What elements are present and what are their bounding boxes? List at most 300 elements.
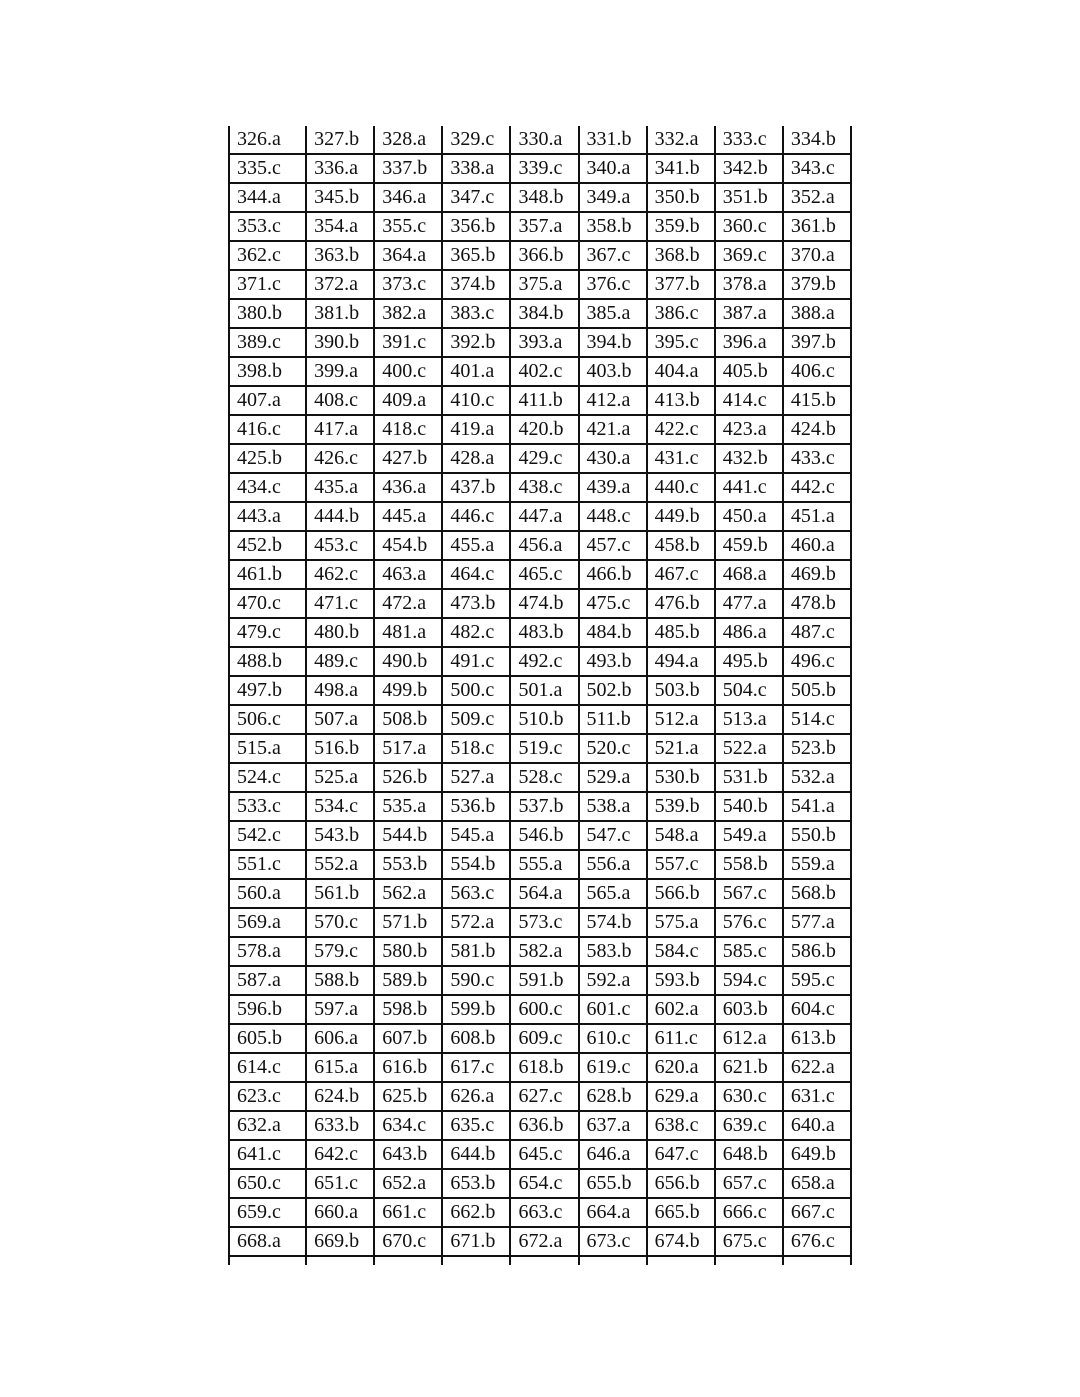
answer-cell: 396.a [715, 328, 783, 357]
answer-cell: 540.b [715, 792, 783, 821]
table-row [229, 908, 851, 937]
answer-cell: 377.b [647, 270, 715, 299]
answer-cell: 542.c [229, 821, 306, 850]
answer-cell: 490.b [374, 647, 442, 676]
answer-cell: 523.b [783, 734, 851, 763]
answer-cell: 333.c [715, 126, 783, 154]
answer-cell: 582.a [510, 937, 578, 966]
answer-cell: 533.c [229, 792, 306, 821]
answer-cell: 356.b [442, 212, 510, 241]
answer-cell: 415.b [783, 386, 851, 415]
answer-cell: 614.c [229, 1053, 306, 1082]
answer-cell: 382.a [374, 299, 442, 328]
table-row [229, 647, 851, 676]
answer-cell: 596.b [229, 995, 306, 1024]
answer-cell: 392.b [442, 328, 510, 357]
answer-cell: 425.b [229, 444, 306, 473]
answer-cell: 564.a [510, 879, 578, 908]
answer-cell: 568.b [783, 879, 851, 908]
answer-cell: 623.c [229, 1082, 306, 1111]
answer-cell: 635.c [442, 1111, 510, 1140]
answer-cell: 369.c [715, 241, 783, 270]
answer-cell: 389.c [229, 328, 306, 357]
answer-cell: 532.a [783, 763, 851, 792]
answer-cell: 483.b [510, 618, 578, 647]
answer-cell: 340.a [579, 154, 647, 183]
answer-cell: 349.a [579, 183, 647, 212]
answer-cell: 577.a [783, 908, 851, 937]
answer-cell: 457.c [579, 531, 647, 560]
empty-cell [579, 1256, 647, 1265]
answer-cell: 505.b [783, 676, 851, 705]
answer-cell: 383.c [442, 299, 510, 328]
table-row [229, 357, 851, 386]
answer-cell: 459.b [715, 531, 783, 560]
answer-cell: 400.c [374, 357, 442, 386]
answer-cell: 343.c [783, 154, 851, 183]
answer-cell: 454.b [374, 531, 442, 560]
answer-cell: 489.c [306, 647, 374, 676]
answer-cell: 374.b [442, 270, 510, 299]
answer-cell: 606.a [306, 1024, 374, 1053]
answer-cell: 338.a [442, 154, 510, 183]
answer-cell: 395.c [647, 328, 715, 357]
table-row [229, 1024, 851, 1053]
answer-cell: 391.c [374, 328, 442, 357]
answer-cell: 328.a [374, 126, 442, 154]
answer-cell: 654.c [510, 1169, 578, 1198]
answer-cell: 467.c [647, 560, 715, 589]
answer-cell: 404.a [647, 357, 715, 386]
answer-cell: 470.c [229, 589, 306, 618]
answer-cell: 514.c [783, 705, 851, 734]
answer-cell: 461.b [229, 560, 306, 589]
table-row [229, 241, 851, 270]
table-row [229, 879, 851, 908]
answer-cell: 443.a [229, 502, 306, 531]
answer-cell: 588.b [306, 966, 374, 995]
answer-cell: 572.a [442, 908, 510, 937]
answer-cell: 661.c [374, 1198, 442, 1227]
answer-cell: 410.c [442, 386, 510, 415]
answer-cell: 507.a [306, 705, 374, 734]
answer-cell: 393.a [510, 328, 578, 357]
answer-cell: 574.b [579, 908, 647, 937]
answer-cell: 522.a [715, 734, 783, 763]
answer-cell: 510.b [510, 705, 578, 734]
answer-cell: 365.b [442, 241, 510, 270]
answer-cell: 516.b [306, 734, 374, 763]
answer-cell: 498.a [306, 676, 374, 705]
answer-cell: 673.c [579, 1227, 647, 1256]
answer-cell: 493.b [579, 647, 647, 676]
answer-cell: 598.b [374, 995, 442, 1024]
answer-cell: 585.c [715, 937, 783, 966]
answer-cell: 515.a [229, 734, 306, 763]
answer-cell: 488.b [229, 647, 306, 676]
table-row [229, 183, 851, 212]
answer-cell: 524.c [229, 763, 306, 792]
answer-cell: 674.b [647, 1227, 715, 1256]
answer-cell: 630.c [715, 1082, 783, 1111]
answer-cell: 360.c [715, 212, 783, 241]
answer-cell: 664.a [579, 1198, 647, 1227]
answer-cell: 560.a [229, 879, 306, 908]
answer-cell: 642.c [306, 1140, 374, 1169]
answer-cell: 675.c [715, 1227, 783, 1256]
answer-cell: 583.b [579, 937, 647, 966]
answer-cell: 592.a [579, 966, 647, 995]
answer-cell: 480.b [306, 618, 374, 647]
answer-cell: 626.a [442, 1082, 510, 1111]
answer-cell: 500.c [442, 676, 510, 705]
answer-cell: 581.b [442, 937, 510, 966]
answer-cell: 367.c [579, 241, 647, 270]
answer-cell: 331.b [579, 126, 647, 154]
answer-cell: 405.b [715, 357, 783, 386]
table-row [229, 1198, 851, 1227]
answer-cell: 469.b [783, 560, 851, 589]
answer-cell: 327.b [306, 126, 374, 154]
answer-cell: 605.b [229, 1024, 306, 1053]
answer-cell: 569.a [229, 908, 306, 937]
answer-cell: 437.b [442, 473, 510, 502]
answer-cell: 433.c [783, 444, 851, 473]
answer-cell: 496.c [783, 647, 851, 676]
answer-cell: 416.c [229, 415, 306, 444]
answer-cell: 611.c [647, 1024, 715, 1053]
answer-cell: 663.c [510, 1198, 578, 1227]
answer-cell: 646.a [579, 1140, 647, 1169]
answer-cell: 587.a [229, 966, 306, 995]
answer-cell: 539.b [647, 792, 715, 821]
answer-cell: 335.c [229, 154, 306, 183]
answer-cell: 597.a [306, 995, 374, 1024]
answer-cell: 379.b [783, 270, 851, 299]
answer-cell: 551.c [229, 850, 306, 879]
answer-cell: 644.b [442, 1140, 510, 1169]
answer-cell: 561.b [306, 879, 374, 908]
answer-cell: 501.a [510, 676, 578, 705]
answer-cell: 478.b [783, 589, 851, 618]
answer-cell: 528.c [510, 763, 578, 792]
answer-cell: 600.c [510, 995, 578, 1024]
answer-cell: 354.a [306, 212, 374, 241]
answer-cell: 499.b [374, 676, 442, 705]
answer-cell: 506.c [229, 705, 306, 734]
table-row [229, 328, 851, 357]
answer-cell: 347.c [442, 183, 510, 212]
table-row [229, 618, 851, 647]
answer-cell: 471.c [306, 589, 374, 618]
answer-cell: 346.a [374, 183, 442, 212]
answer-cell: 385.a [579, 299, 647, 328]
answer-cell: 428.a [442, 444, 510, 473]
table-row [229, 792, 851, 821]
answer-cell: 375.a [510, 270, 578, 299]
answer-cell: 667.c [783, 1198, 851, 1227]
empty-cell [647, 1256, 715, 1265]
answer-cell: 431.c [647, 444, 715, 473]
answer-cell: 430.a [579, 444, 647, 473]
answer-cell: 616.b [374, 1053, 442, 1082]
answer-cell: 584.c [647, 937, 715, 966]
answer-cell: 633.b [306, 1111, 374, 1140]
answer-cell: 651.c [306, 1169, 374, 1198]
answer-cell: 656.b [647, 1169, 715, 1198]
answer-cell: 676.c [783, 1227, 851, 1256]
answer-cell: 370.a [783, 241, 851, 270]
table-row [229, 1140, 851, 1169]
answer-cell: 450.a [715, 502, 783, 531]
answer-cell: 649.b [783, 1140, 851, 1169]
answer-cell: 650.c [229, 1169, 306, 1198]
table-row [229, 937, 851, 966]
answer-cell: 371.c [229, 270, 306, 299]
answer-cell: 665.b [647, 1198, 715, 1227]
answer-cell: 531.b [715, 763, 783, 792]
answer-cell: 517.a [374, 734, 442, 763]
answer-cell: 530.b [647, 763, 715, 792]
answer-cell: 617.c [442, 1053, 510, 1082]
answer-cell: 662.b [442, 1198, 510, 1227]
answer-cell: 481.a [374, 618, 442, 647]
answer-cell: 502.b [579, 676, 647, 705]
answer-cell: 372.a [306, 270, 374, 299]
empty-cell [374, 1256, 442, 1265]
answer-cell: 455.a [442, 531, 510, 560]
answer-cell: 492.c [510, 647, 578, 676]
answer-cell: 352.a [783, 183, 851, 212]
answer-cell: 525.a [306, 763, 374, 792]
answer-cell: 603.b [715, 995, 783, 1024]
answer-cell: 344.a [229, 183, 306, 212]
answer-cell: 417.a [306, 415, 374, 444]
answer-cell: 401.a [442, 357, 510, 386]
answer-cell: 509.c [442, 705, 510, 734]
answer-cell: 537.b [510, 792, 578, 821]
answer-cell: 477.a [715, 589, 783, 618]
answer-cell: 409.a [374, 386, 442, 415]
answer-key-table-body [229, 126, 851, 1265]
answer-cell: 463.a [374, 560, 442, 589]
answer-key-table-container [228, 126, 852, 1265]
answer-cell: 620.a [647, 1053, 715, 1082]
answer-cell: 594.c [715, 966, 783, 995]
answer-cell: 448.c [579, 502, 647, 531]
answer-cell: 655.b [579, 1169, 647, 1198]
answer-cell: 332.a [647, 126, 715, 154]
answer-cell: 518.c [442, 734, 510, 763]
answer-cell: 573.c [510, 908, 578, 937]
answer-cell: 658.a [783, 1169, 851, 1198]
answer-cell: 624.b [306, 1082, 374, 1111]
answer-cell: 363.b [306, 241, 374, 270]
answer-cell: 639.c [715, 1111, 783, 1140]
answer-cell: 546.b [510, 821, 578, 850]
answer-cell: 607.b [374, 1024, 442, 1053]
answer-cell: 645.c [510, 1140, 578, 1169]
answer-cell: 362.c [229, 241, 306, 270]
answer-cell: 339.c [510, 154, 578, 183]
answer-cell: 548.a [647, 821, 715, 850]
answer-cell: 495.b [715, 647, 783, 676]
answer-cell: 452.b [229, 531, 306, 560]
answer-cell: 407.a [229, 386, 306, 415]
answer-cell: 350.b [647, 183, 715, 212]
answer-cell: 397.b [783, 328, 851, 357]
table-row [229, 763, 851, 792]
answer-cell: 671.b [442, 1227, 510, 1256]
answer-cell: 638.c [647, 1111, 715, 1140]
table-row [229, 502, 851, 531]
answer-cell: 390.b [306, 328, 374, 357]
answer-cell: 475.c [579, 589, 647, 618]
answer-cell: 519.c [510, 734, 578, 763]
answer-cell: 494.a [647, 647, 715, 676]
answer-cell: 366.b [510, 241, 578, 270]
answer-cell: 447.a [510, 502, 578, 531]
answer-cell: 423.a [715, 415, 783, 444]
answer-cell: 451.a [783, 502, 851, 531]
answer-cell: 388.a [783, 299, 851, 328]
table-row [229, 473, 851, 502]
answer-cell: 351.b [715, 183, 783, 212]
answer-cell: 445.a [374, 502, 442, 531]
answer-cell: 631.c [783, 1082, 851, 1111]
answer-cell: 668.a [229, 1227, 306, 1256]
answer-cell: 609.c [510, 1024, 578, 1053]
answer-cell: 628.b [579, 1082, 647, 1111]
answer-cell: 586.b [783, 937, 851, 966]
table-row [229, 995, 851, 1024]
answer-cell: 508.b [374, 705, 442, 734]
table-row [229, 1082, 851, 1111]
answer-cell: 553.b [374, 850, 442, 879]
empty-cell [510, 1256, 578, 1265]
answer-cell: 659.c [229, 1198, 306, 1227]
answer-cell: 571.b [374, 908, 442, 937]
answer-cell: 543.b [306, 821, 374, 850]
answer-cell: 669.b [306, 1227, 374, 1256]
answer-cell: 440.c [647, 473, 715, 502]
answer-cell: 368.b [647, 241, 715, 270]
answer-cell: 536.b [442, 792, 510, 821]
answer-cell: 627.c [510, 1082, 578, 1111]
answer-cell: 613.b [783, 1024, 851, 1053]
answer-cell: 464.c [442, 560, 510, 589]
table-row [229, 1169, 851, 1198]
answer-cell: 411.b [510, 386, 578, 415]
answer-cell: 394.b [579, 328, 647, 357]
answer-cell: 497.b [229, 676, 306, 705]
answer-cell: 408.c [306, 386, 374, 415]
table-row [229, 415, 851, 444]
answer-cell: 670.c [374, 1227, 442, 1256]
answer-cell: 487.c [783, 618, 851, 647]
answer-cell: 420.b [510, 415, 578, 444]
answer-cell: 666.c [715, 1198, 783, 1227]
answer-cell: 547.c [579, 821, 647, 850]
answer-cell: 357.a [510, 212, 578, 241]
answer-cell: 334.b [783, 126, 851, 154]
table-row [229, 444, 851, 473]
answer-cell: 672.a [510, 1227, 578, 1256]
answer-cell: 484.b [579, 618, 647, 647]
answer-cell: 355.c [374, 212, 442, 241]
empty-cell [306, 1256, 374, 1265]
answer-cell: 436.a [374, 473, 442, 502]
answer-cell: 414.c [715, 386, 783, 415]
answer-cell: 446.c [442, 502, 510, 531]
answer-cell: 419.a [442, 415, 510, 444]
answer-cell: 544.b [374, 821, 442, 850]
table-row [229, 821, 851, 850]
answer-cell: 441.c [715, 473, 783, 502]
answer-cell: 534.c [306, 792, 374, 821]
answer-cell: 621.b [715, 1053, 783, 1082]
answer-cell: 595.c [783, 966, 851, 995]
answer-cell: 486.a [715, 618, 783, 647]
answer-cell: 591.b [510, 966, 578, 995]
answer-cell: 575.a [647, 908, 715, 937]
answer-cell: 521.a [647, 734, 715, 763]
answer-cell: 559.a [783, 850, 851, 879]
answer-cell: 647.c [647, 1140, 715, 1169]
answer-cell: 359.b [647, 212, 715, 241]
answer-cell: 615.a [306, 1053, 374, 1082]
answer-cell: 421.a [579, 415, 647, 444]
table-row [229, 1111, 851, 1140]
answer-cell: 625.b [374, 1082, 442, 1111]
answer-cell: 567.c [715, 879, 783, 908]
answer-cell: 554.b [442, 850, 510, 879]
answer-cell: 337.b [374, 154, 442, 183]
answer-cell: 442.c [783, 473, 851, 502]
answer-cell: 629.a [647, 1082, 715, 1111]
table-row [229, 386, 851, 415]
table-row [229, 531, 851, 560]
answer-cell: 472.a [374, 589, 442, 618]
answer-key-table [228, 126, 852, 1265]
answer-cell: 520.c [579, 734, 647, 763]
answer-cell: 504.c [715, 676, 783, 705]
answer-cell: 653.b [442, 1169, 510, 1198]
answer-cell: 329.c [442, 126, 510, 154]
answer-cell: 618.b [510, 1053, 578, 1082]
answer-cell: 541.a [783, 792, 851, 821]
answer-cell: 660.a [306, 1198, 374, 1227]
empty-cell [229, 1256, 306, 1265]
table-row [229, 154, 851, 183]
answer-cell: 552.a [306, 850, 374, 879]
answer-cell: 341.b [647, 154, 715, 183]
table-row [229, 1053, 851, 1082]
table-row [229, 270, 851, 299]
answer-cell: 556.a [579, 850, 647, 879]
answer-cell: 555.a [510, 850, 578, 879]
answer-cell: 566.b [647, 879, 715, 908]
answer-cell: 426.c [306, 444, 374, 473]
answer-cell: 418.c [374, 415, 442, 444]
answer-cell: 608.b [442, 1024, 510, 1053]
answer-cell: 353.c [229, 212, 306, 241]
answer-cell: 550.b [783, 821, 851, 850]
empty-cell [783, 1256, 851, 1265]
empty-cell [715, 1256, 783, 1265]
table-row [229, 676, 851, 705]
answer-cell: 485.b [647, 618, 715, 647]
